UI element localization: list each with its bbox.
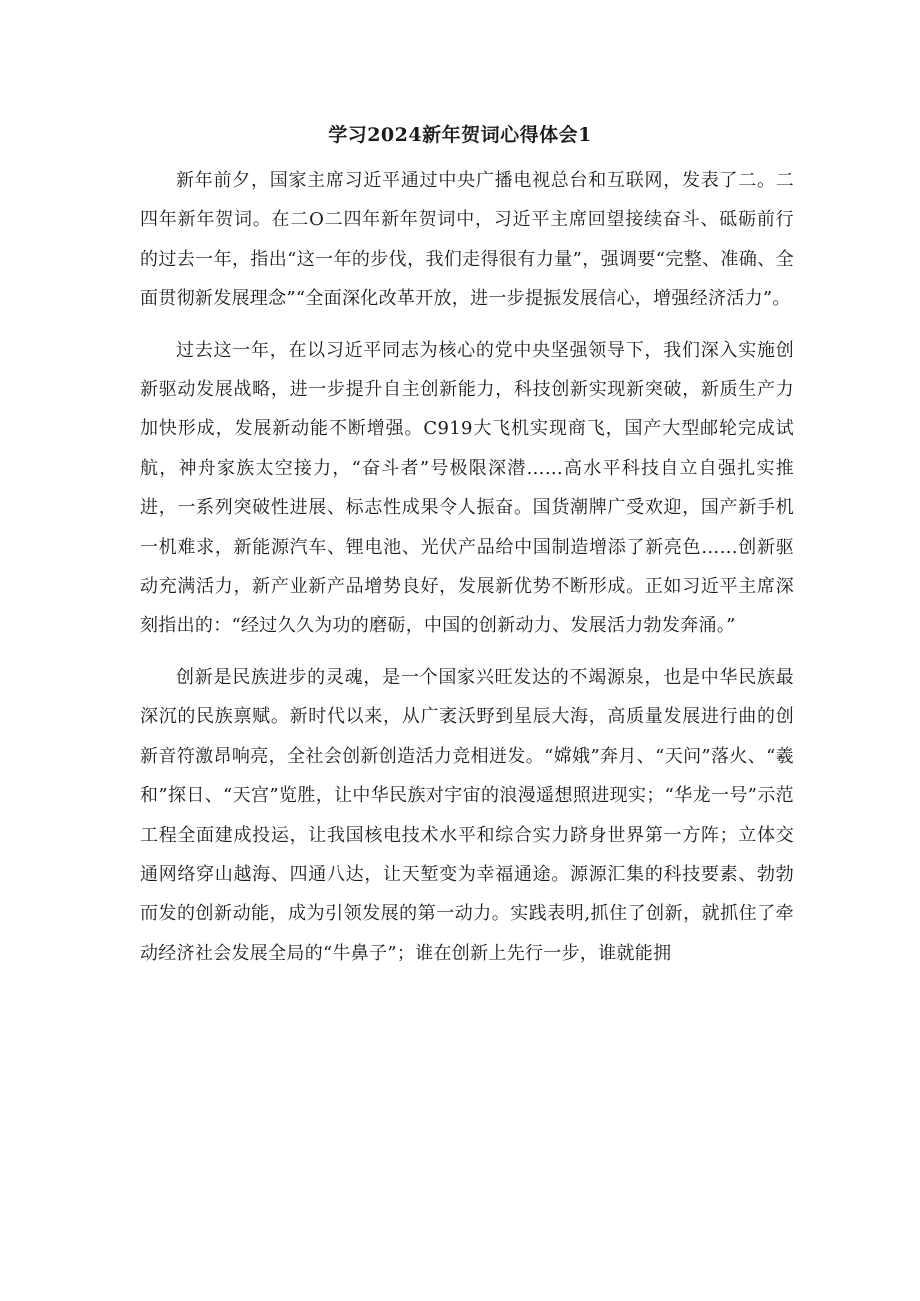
paragraph-2: 过去这一年，在以习近平同志为核心的党中央坚强领导下，我们深入实施创新驱动发展战略，进一步提升自主创新能力，科技创新实现新突破，新质生产力加快形成，发展新动能不断增强。C919大飞机实现商飞，国产大型邮轮完成试航，神舟家族太空接力，“奋斗者”号极限深潜……高水平科技自立自强扎实推进，一系列突破性进展、标志性成果令人振奋。国货潮牌广受欢迎，国产新手机一机难求，新能源汽车、锂电池、光伏产品给中国制造增添了新亮色……创新驱动充满活力，新产业新产品增势良好，发展新优势不断形成。正如习近平主席深刻指出的：“经过久久为功的磨砺，中国的创新动力、发展活力勃发奔涌。” xyxy=(140,339,794,637)
document-title: 学习2024新年贺词心得体会1 xyxy=(328,124,592,146)
document-body xyxy=(140,161,794,985)
paragraph-3: 创新是民族进步的灵魂，是一个国家兴旺发达的不竭源泉，也是中华民族最深沉的民族禀赋。新时代以来，从广袤沃野到星辰大海，高质量发展进行曲的创新音符激昂响亮，全社会创新创造活力竞相迸发。“嫦娥”奔月、“天问”落火、“羲和”探日、“天宫”览胜，让中华民族对宇宙的浪漫遥想照进现实；“华龙一号”示范工程全面建成投运，让我国核电技术水平和综合实力跻身世界第一方阵；立体交通网络穿山越海、四通八达，让天堑变为幸福通途。源源汇集的科技要素、勃勃而发的创新动能，成为引领发展的第一动力。实践表明,抓住了创新，就抓住了牵动经济社会发展全局的“牛鼻子”；谁在创新上先行一步，谁就能拥 xyxy=(140,666,794,964)
paragraph-1: 新年前夕，国家主席习近平通过中央广播电视总台和互联网，发表了二。二四年新年贺词。在二O二四年新年贺词中，习近平主席回望接续奋斗、砥砺前行的过去一年，指出“这一年的步伐，我们走得很有力量”，强调要“完整、准确、全面贯彻新发展理念”“全面深化改革开放，进一步提振发展信心，增强经济活力”。 xyxy=(140,170,794,310)
